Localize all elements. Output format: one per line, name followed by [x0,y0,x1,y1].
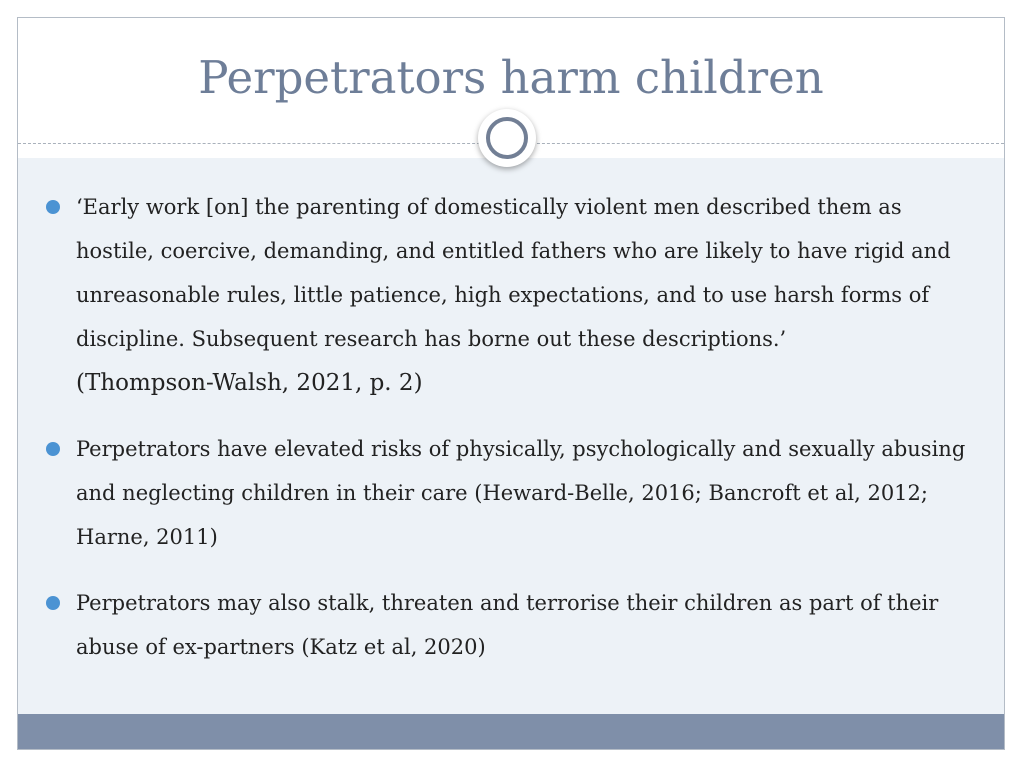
footer-bar [18,714,1004,749]
bullet-dot-icon [46,442,60,456]
bullet-dot-icon [46,596,60,610]
bullet-text: ‘Early work [on] the parenting of domestically violent men described them as hostile, coercive, demanding, and entitled fathers who are likely to have rigid and unreasonable rules, little patience, high expectations, and to use harsh forms of discipline. Subsequent research has borne out these descriptions.’ [76,195,951,351]
bullet-item [46,427,986,559]
bullet-dot-icon [46,200,60,214]
bullet-item [46,581,986,669]
slide-title: Perpetrators harm children [198,51,824,104]
bullet-citation: (Thompson-Walsh, 2021, p. 2) [76,370,423,396]
bullet-text: Perpetrators may also stalk, threaten and terrorise their children as part of their abuse of ex-partners (Katz et al, 2020) [76,591,939,659]
bullet-item [46,185,986,405]
circle-ornament-icon [478,109,536,167]
slide [17,17,1005,750]
bullet-list [46,185,986,691]
bullet-text: Perpetrators have elevated risks of physically, psychologically and sexually abusing and neglecting children in their care (Heward-Belle, 2016; Bancroft et al, 2012; Harne, 2011) [76,437,966,549]
